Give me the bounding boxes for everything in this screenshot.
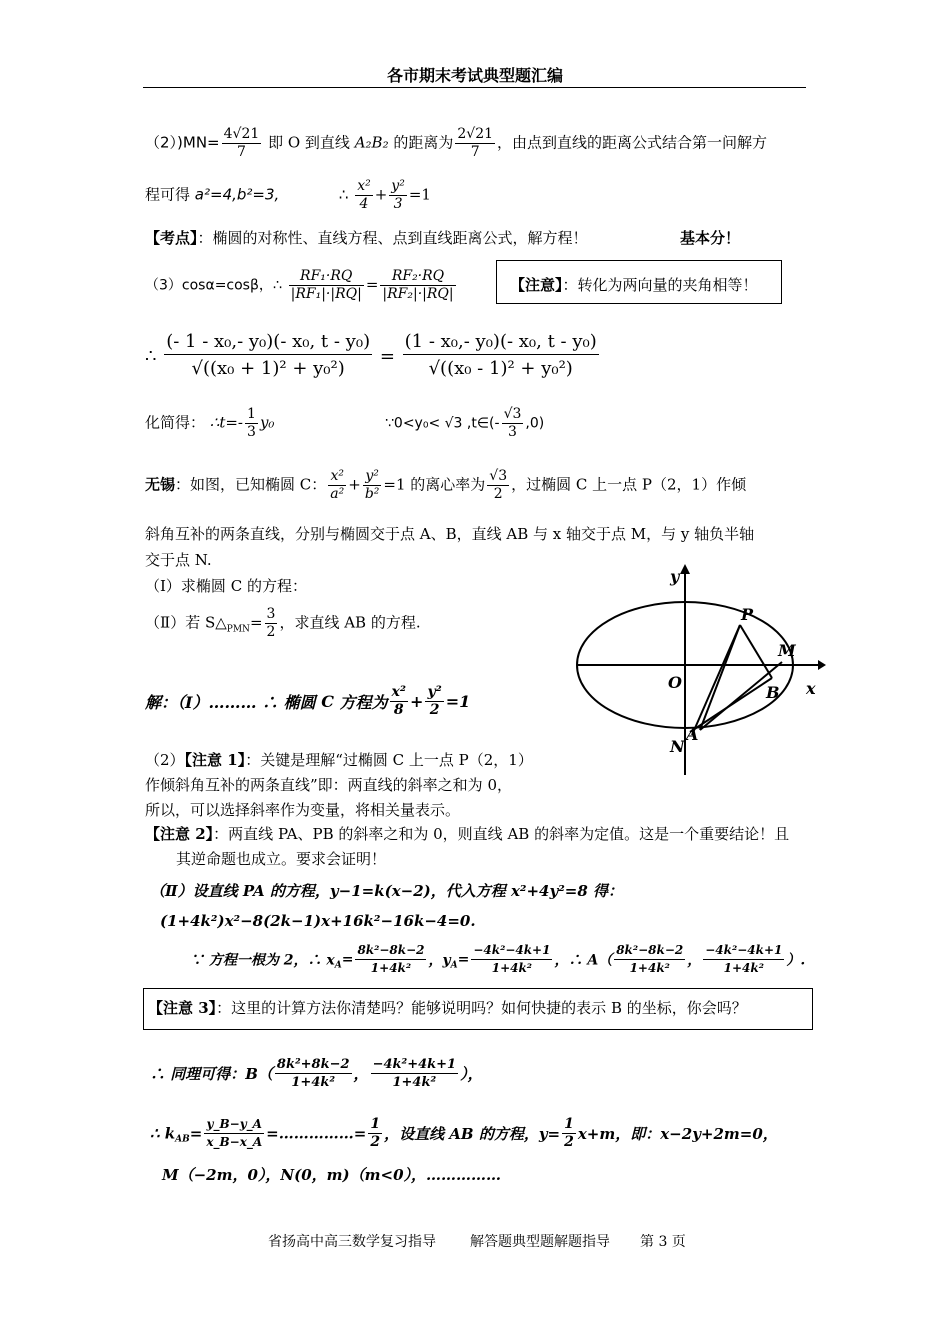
scan1-y-term: $\frac{\text{y²}}{2}$	[427, 684, 442, 718]
scan1-mid: 方程为	[339, 693, 388, 712]
scan1-plus: +	[410, 692, 424, 711]
scan3-comma: ，	[353, 1065, 369, 1083]
wuxi-line1	[145, 468, 746, 503]
mn-fraction: $\frac{4√21}{7}$	[223, 126, 260, 160]
wuxi-t3: ，过椭圆 C 上一点 P（2，1）作倾	[511, 475, 747, 494]
ellipse-x-term: $\frac{\text{x²}}{4}$	[357, 178, 371, 212]
scan2-eq2: =	[457, 951, 470, 968]
q2-fraction: $\frac{3}{2}$	[266, 606, 276, 640]
big-right-fraction: $\frac{\text{(1 - x₀,- y₀)(- x₀, t - y₀)}}{\text{√((x₀ - 1)² + y₀²)}}$	[404, 331, 597, 379]
therefore-symbol: ∴	[338, 185, 349, 204]
note1-prefix: （2）	[145, 751, 185, 769]
simplify-prefix: 化简得：	[145, 413, 206, 432]
part2-line2	[145, 178, 431, 213]
q2-suffix: ，求直线 AB 的方程.	[279, 613, 421, 632]
scan1-rhs: =1	[445, 692, 471, 711]
scan2-line2: (1+4k²)x²−8(2k−1)x+16k²−16k−4=0.	[160, 912, 476, 930]
note1-line2: 作倾斜角互补的两条直线”即：两直线的斜率之和为 0，	[145, 776, 512, 794]
eccentricity-fraction: $\frac{√3}{2}$	[489, 468, 508, 502]
part2-prefix: （2）)MN=	[145, 133, 220, 152]
scan2-prefix: ∵ 方程一根为 2，∴ x	[190, 952, 335, 969]
a-y-fraction: $\frac{\text{−4k²−4k+1}}{\text{1+4k²}}$	[705, 943, 783, 975]
scan3-k-sub: AB	[175, 1134, 190, 1145]
note1-line3: 所以，可以选择斜率作为变量，将相关量表示。	[145, 801, 461, 819]
yb-fraction: $\frac{\text{−4k²+4k+1}}{\text{1+4k²}}$	[372, 1057, 457, 1090]
part2-mid2: 的距离为	[393, 133, 454, 152]
wuxi-line3: 交于点 N.	[145, 551, 212, 569]
ellipse-y-term: $\frac{\text{y²}}{3}$	[391, 178, 405, 212]
cos-left-fraction: $\frac{\text{RF₁·RQ}}{\text{|RF₁|·|RQ|}}$	[290, 268, 362, 302]
part2-line1	[145, 126, 767, 161]
note2-line2: 其逆命题也成立。要求会证明！	[176, 850, 387, 868]
ellipse-figure	[570, 560, 830, 780]
wuxi-t2: =1 的离心率为	[383, 475, 486, 494]
simplify-line	[145, 406, 274, 441]
note-text: ：转化为两向量的夹角相等！	[562, 276, 758, 294]
condition-fraction: $\frac{√3}{3}$	[503, 406, 522, 440]
scan3-line1	[150, 1056, 483, 1091]
scan2-a: ，∴ A（	[554, 952, 613, 969]
part2-line2-prefix: 程可得	[145, 185, 191, 204]
wuxi-t1: ：如图，已知椭圆 C：	[175, 475, 327, 494]
half-fraction: $\frac{1}{2}$	[370, 1116, 381, 1150]
note2-text1: ：两直线 PA、PB 的斜率之和为 0，则直线 AB 的斜率为定值。这是一个重要结论！且	[213, 825, 790, 843]
wuxi-plus: +	[348, 475, 361, 494]
label-n: N	[670, 737, 685, 756]
cos-right-fraction: $\frac{\text{RF₂·RQ}}{\text{|RF₂|·|RQ|}}$	[382, 268, 454, 302]
one-third-fraction: $\frac{1}{3}$	[247, 406, 256, 440]
eq-rhs: =1	[408, 185, 431, 204]
scan3-k-mid: ，设直线 AB 的方程，y=	[384, 1125, 561, 1143]
simplify-res: ∴t=-	[209, 413, 244, 432]
label-o: O	[668, 673, 682, 692]
footer-mid: 解答题典型题解题指导	[470, 1234, 610, 1250]
equals-sign: =	[365, 275, 379, 294]
scan2-comma: ，	[687, 952, 702, 969]
condition-text: ∵0<y₀< √3 ,t∈(-	[385, 415, 500, 432]
scan3-line2	[150, 1116, 778, 1151]
scan1-c: C	[321, 692, 334, 711]
kaodian-label: 【考点】	[145, 229, 198, 247]
scan2-line1: （Ⅱ）设直线 PA 的方程，y−1=k(x−2)，代入方程 x²+4y²=8 得：	[150, 882, 623, 900]
simplify-tail: y₀	[259, 413, 275, 432]
label-a: A	[686, 725, 699, 744]
note2-line1	[145, 824, 789, 844]
xb-fraction: $\frac{\text{8k²+8k−2}}{\text{1+4k²}}$	[276, 1057, 350, 1090]
scan2-sub-a2: A	[450, 960, 458, 971]
scan1-line	[145, 684, 470, 719]
scan3-line3: M（−2m，0），N(0，m)（m<0），……………	[162, 1166, 502, 1184]
a-x-fraction: $\frac{\text{8k²−8k−2}}{\text{1+4k²}}$	[616, 943, 684, 975]
big-equals: =	[379, 346, 395, 367]
q2-prefix: （Ⅱ）若 S△	[145, 613, 227, 632]
therefore-symbol-2: ∴	[145, 346, 157, 367]
scan1-x-term: $\frac{\text{x²}}{8}$	[391, 684, 407, 718]
label-m: M	[778, 641, 796, 660]
scan1-prefix: 解：（Ⅰ）……… ∴ 椭圆	[145, 693, 316, 712]
part2-values: a²=4,b²=3,	[194, 185, 280, 204]
half-fraction-2: $\frac{1}{2}$	[564, 1116, 574, 1150]
part3-prefix: （3）cosα=cosβ，∴	[145, 277, 282, 294]
kaodian-text: ：椭圆的对称性、直线方程、点到直线距离公式，解方程！	[197, 229, 588, 247]
note3-line	[148, 998, 747, 1018]
y-arrow	[680, 564, 690, 574]
label-p: P	[741, 605, 754, 624]
q2-eq: =	[249, 613, 263, 632]
note1-text1: ：关键是理解“过椭圆 C 上一点 P（2，1）	[245, 751, 533, 769]
wuxi-label: 无锡	[145, 475, 176, 494]
condition-tail: ,0)	[525, 415, 545, 432]
part3-line	[145, 268, 458, 303]
condition-line	[385, 406, 544, 441]
big-left-fraction: $\frac{\text{(- 1 - x₀,- y₀)(- x₀, t - y₀)}}{\text{√((x₀ + 1)² + y₀²)}}$	[166, 331, 371, 379]
label-b: B	[766, 683, 780, 702]
wuxi-y-term: $\frac{\text{y²}}{\text{b²}}$	[364, 468, 380, 502]
label-x: x	[806, 679, 816, 698]
big-equation	[145, 330, 601, 383]
header-rule	[143, 87, 806, 88]
line-pb	[740, 625, 772, 678]
line-pn	[692, 625, 740, 735]
note3-label: 【注意 3】	[148, 999, 217, 1017]
kaodian-line	[145, 228, 588, 248]
ya-fraction: $\frac{\text{−4k²−4k+1}}{\text{1+4k²}}$	[473, 943, 551, 975]
label-y: y	[670, 567, 680, 586]
wuxi-q2	[145, 606, 421, 641]
note-line	[510, 275, 758, 295]
kaodian-score: 基本分！	[680, 229, 741, 247]
scan2-y: ，y	[428, 952, 451, 969]
wuxi-q1: （Ⅰ）求椭圆 C 的方程：	[145, 577, 307, 595]
x-arrow	[818, 660, 826, 670]
footer-page: 第 3 页	[640, 1234, 686, 1250]
q2-sub: PMN	[226, 624, 250, 635]
part2-suffix: ，由点到直线的距离公式结合第一问解方	[497, 133, 768, 152]
footer-left: 省扬高中高三数学复习指导	[268, 1234, 436, 1250]
note2-label: 【注意 2】	[145, 825, 214, 843]
scan3-prefix: ∴ 同理可得：B（	[150, 1065, 273, 1083]
scan2-line3	[190, 942, 805, 977]
scan3-k-tail: x+m，即：x−2y+2m=0，	[577, 1125, 778, 1143]
scan2-sub-a: A	[334, 960, 342, 971]
plus-sign: +	[374, 185, 388, 204]
slope-fraction: $\frac{y\_B-y\_A}{x\_B-x\_A}$	[206, 1117, 263, 1149]
wuxi-line2: 斜角互补的两条直线，分别与椭圆交于点 A、B，直线 AB 与 x 轴交于点 M，与 y 轴负半轴	[145, 525, 755, 543]
header-title: 各市期末考试典型题汇编	[386, 66, 563, 85]
distance-fraction: $\frac{2√21}{7}$	[457, 126, 494, 160]
scan2-eq: =	[341, 951, 354, 968]
scan3-dots: =……………=	[266, 1124, 367, 1143]
xa-fraction: $\frac{\text{8k²−8k−2}}{\text{1+4k²}}$	[357, 943, 425, 975]
scan3-end: ），	[460, 1065, 483, 1083]
scan3-k-eq: =	[189, 1124, 203, 1143]
line-ab	[690, 678, 772, 732]
note-label: 【注意】	[510, 276, 563, 294]
scan2-end: ）.	[786, 952, 806, 969]
part2-mid: 即 O 到直线	[268, 133, 350, 152]
scan3-k: ∴ k	[150, 1124, 176, 1143]
line-name: A₂B₂	[354, 133, 389, 152]
note1-line1	[145, 750, 533, 770]
wuxi-x-term: $\frac{\text{x²}}{\text{a²}}$	[330, 468, 345, 502]
note3-text: ：这里的计算方法你清楚吗？能够说明吗？如何快捷的表示 B 的坐标，你会吗？	[216, 999, 747, 1017]
note1-label: 【注意 1】	[184, 751, 246, 769]
